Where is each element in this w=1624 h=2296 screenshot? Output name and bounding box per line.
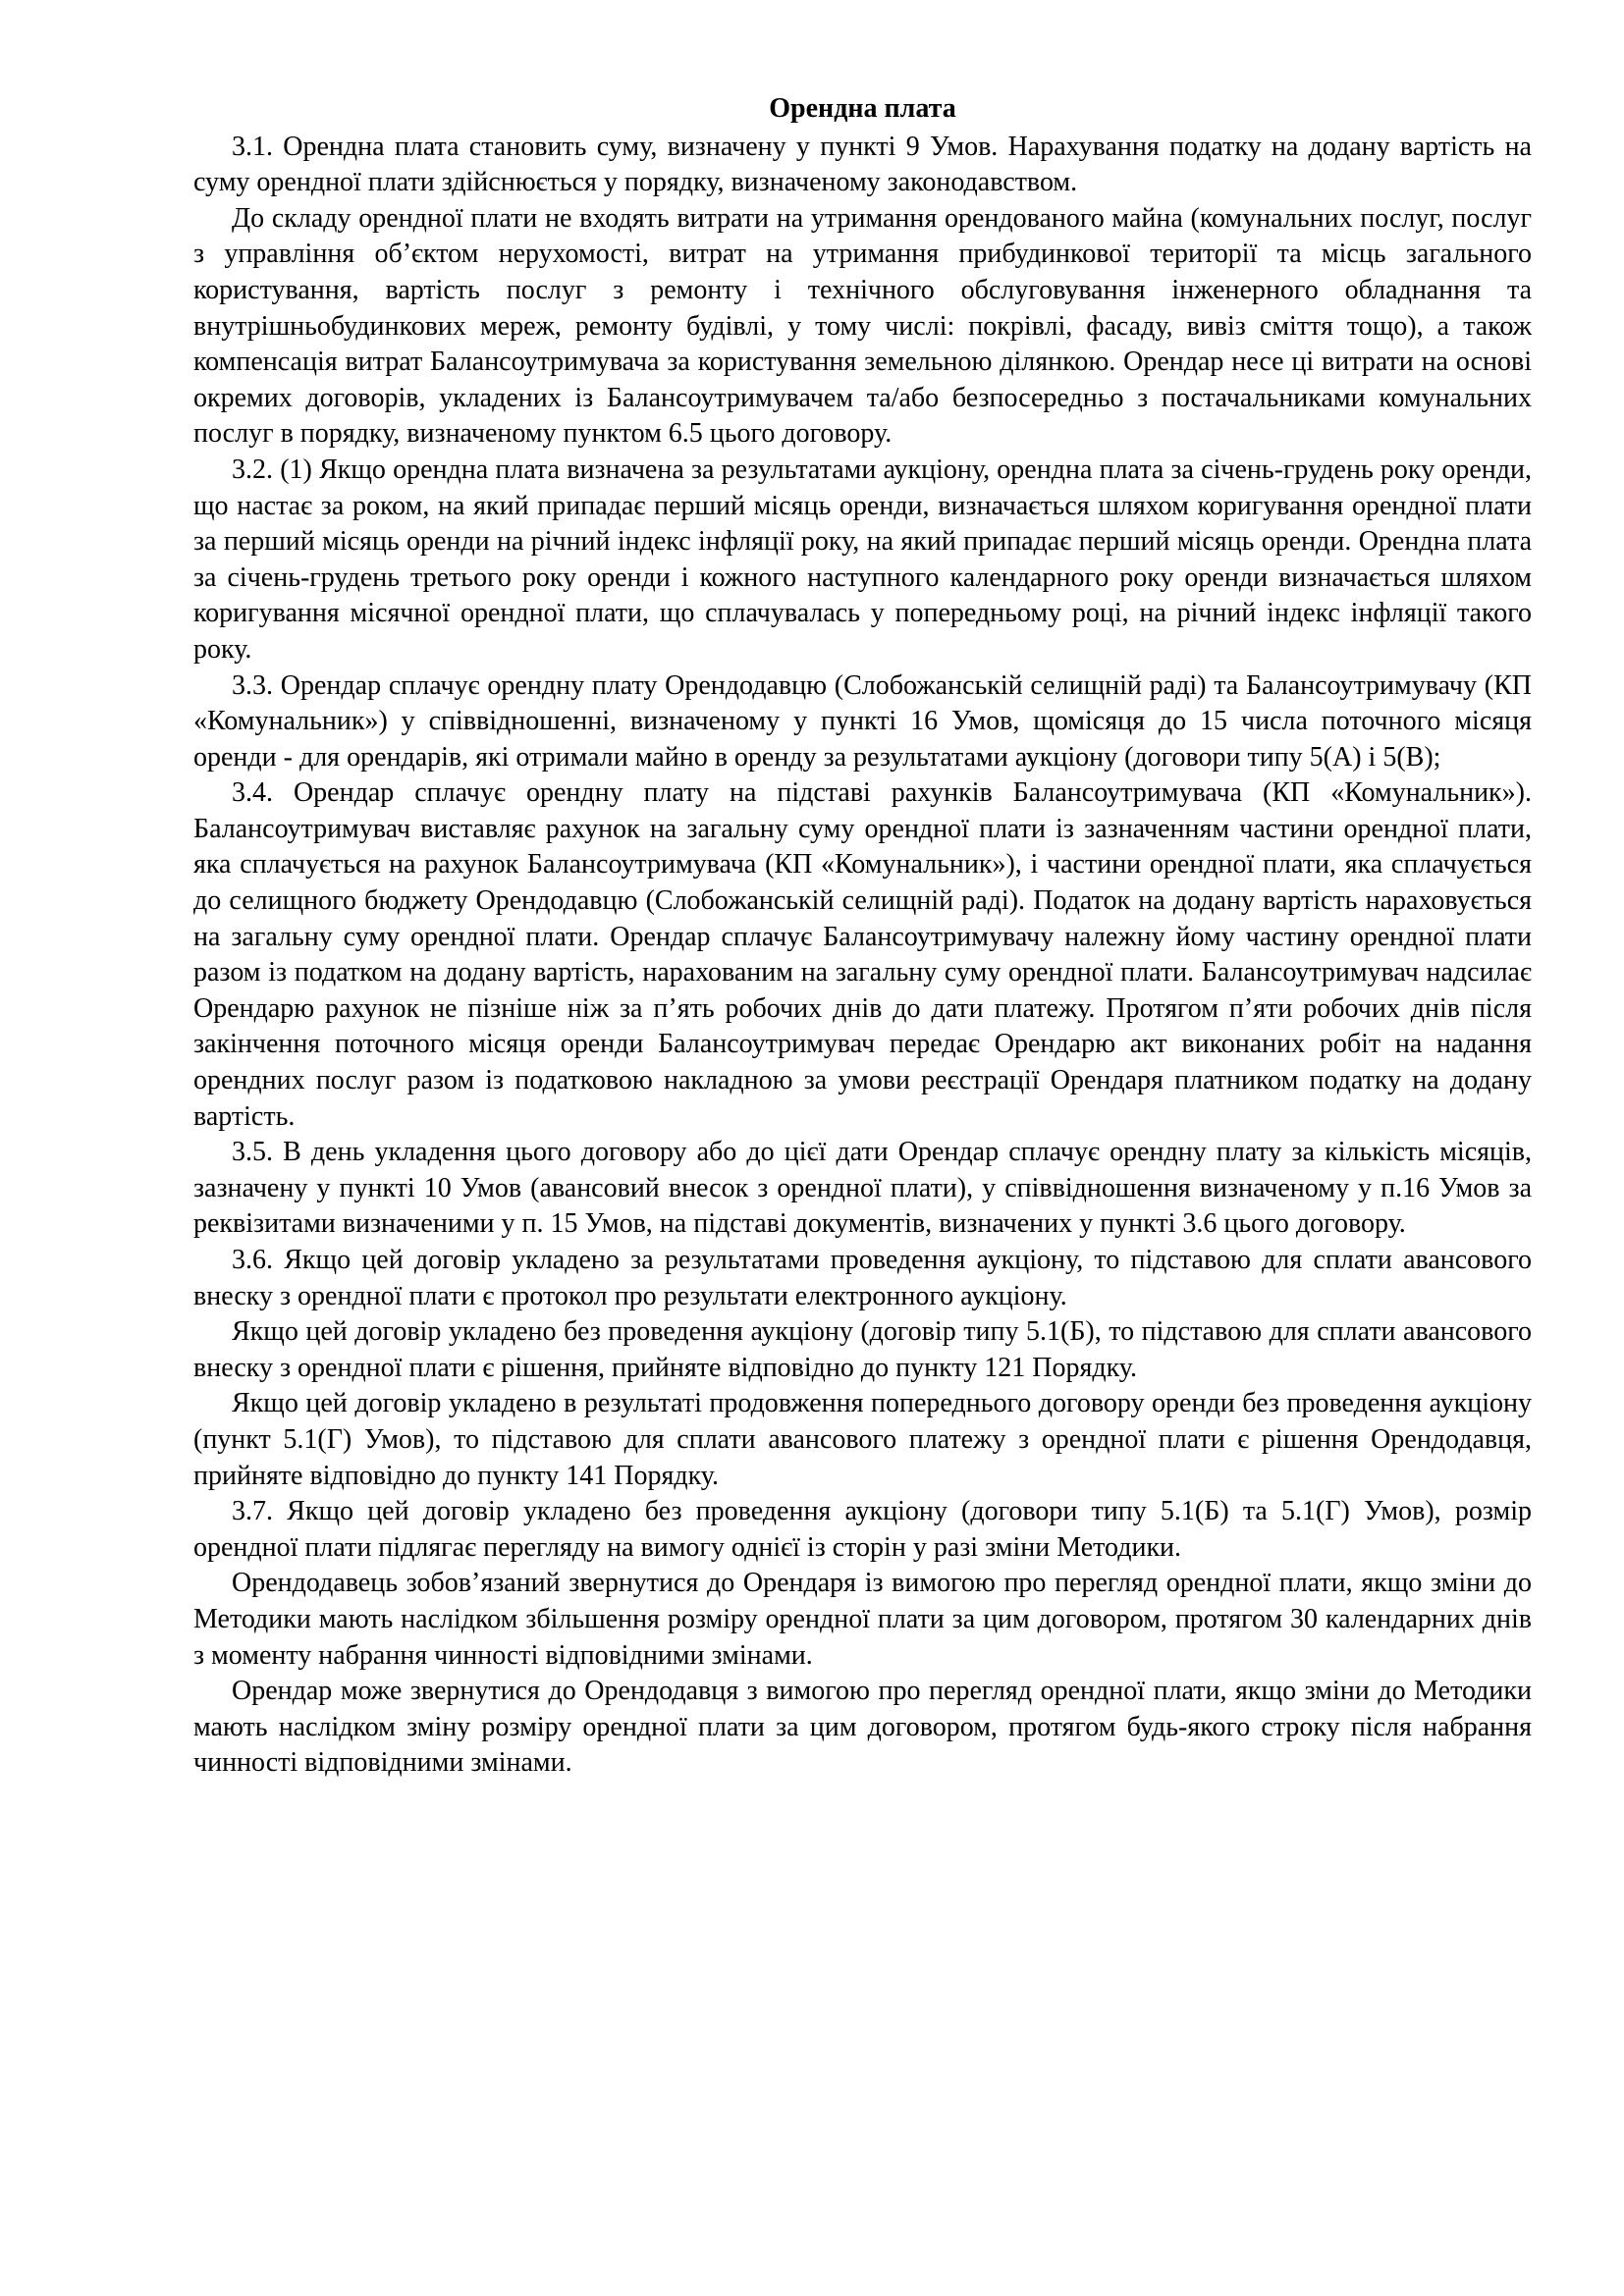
- section-title: Орендна плата: [769, 93, 956, 124]
- paragraph-3-4: 3.4. Орендар сплачує орендну плату на підставі рахунків Балансоутримувача (КП «Комунальник»). Балансоутримувач виставляє рахунок на загальну суму орендної плати із зазначенням частини орендної плати, яка сплачується на рахунок Балансоутримувача (КП «Комунальник»), і частини орендної плати, яка сплачується до селищного бюджету Орендодавцю (Слобожанській селищній раді). Податок на додану вартість нараховується на загальну суму орендної плати. Орендар сплачує Балансоутримувачу належну йому частину орендної плати разом із податком на додану вартість, нарахованим на загальну суму орендної плати. Балансоутримувач надсилає Орендарю рахунок не пізніше ніж за п’ять робочих днів до дати платежу. Протягом п’яти робочих днів після закінчення поточного місяця оренди Балансоутримувач передає Орендарю акт виконаних робіт на надання орендних послуг разом із податковою накладною за умови реєстрації Орендаря платником податку на додану вартість.: [193, 777, 1532, 1132]
- paragraph-3-7-landlord: Орендодавець зобов’язаний звернутися до Орендаря із вимогою про перегляд орендної плати, якщо зміни до Методики мають наслідком збільшення розміру орендної плати за цим договором, протягом 30 календарних днів з моменту набрання чинності відповідними змінами.: [193, 1568, 1532, 1671]
- paragraph-3-5: 3.5. В день укладення цього договору або до цієї дати Орендар сплачує орендну плату за кількість місяців, зазначену у пункті 10 Умов (авансовий внесок з орендної плати), у співвідношення визначеному у п.16 Умов за реквізитами визначеними у п. 15 Умов, на підставі документів, визначених у пункті 3.6 цього договору.: [193, 1137, 1532, 1240]
- paragraph-3-1-costs: До складу орендної плати не входять витрати на утримання орендованого майна (комунальних послуг, послуг з управління об’єктом нерухомості, витрат на утримання прибудинкової території та місць загального користування, вартість послуг з ремонту і технічного обслуговування інженерного обладнання та внутрішньобудинкових мереж, ремонту будівлі, у тому числі: покрівлі, фасаду, вивіз сміття тощо), а також компенсація витрат Балансоутримувача за користування земельною ділянкою. Орендар несе ці витрати на основі окремих договорів, укладених із Балансоутримувачем та/або безпосередньо з постачальниками комунальних послуг в порядку, визначеному пунктом 6.5 цього договору.: [193, 202, 1532, 450]
- paragraph-3-3: 3.3. Орендар сплачує орендну плату Орендодавцю (Слобожанській селищній раді) та Балансоутримувачу (КП «Комунальник») у співвідношенні, визначеному у пункті 16 Умов, щомісяця до 15 числа поточного місяця оренди - для орендарів, які отримали майно в оренду за результатами аукціону (договори типу 5(А) і 5(В);: [193, 669, 1532, 773]
- paragraph-3-2: 3.2. (1) Якщо орендна плата визначена за результатами аукціону, орендна плата за січень-грудень року оренди, що настає за роком, на який припадає перший місяць оренди, визначається шляхом коригування орендної плати за перший місяць оренди на річний індекс інфляції року, на який припадає перший місяць оренди. Орендна плата за січень-грудень третього року оренди і кожного наступного календарного року оренди визначається шляхом коригування місячної орендної плати, що сплачувалась у попередньому році, на річний індекс інфляції такого року.: [193, 454, 1532, 665]
- paragraph-3-1: 3.1. Орендна плата становить суму, визначену у пункті 9 Умов. Нарахування податку на додану вартість на суму орендної плати здійснюється у порядку, визначеному законодавством.: [193, 131, 1532, 198]
- paragraph-3-6: 3.6. Якщо цей договір укладено за результатами проведення аукціону, то підставою для сплати авансового внеску з орендної плати є протокол про результати електронного аукціону.: [193, 1245, 1532, 1311]
- paragraph-3-7-tenant: Орендар може звернутися до Орендодавця з вимогою про перегляд орендної плати, якщо зміни до Методики мають наслідком зміну розміру орендної плати за цим договором, протягом будь-якого строку після набрання чинності відповідними змінами.: [193, 1676, 1532, 1779]
- paragraph-3-7: 3.7. Якщо цей договір укладено без проведення аукціону (договори типу 5.1(Б) та 5.1(Г) Умов), розмір орендної плати підлягає перегляду на вимогу однієї із сторін у разі зміни Методики.: [193, 1496, 1532, 1563]
- paragraph-3-6-extension: Якщо цей договір укладено в результаті продовження попереднього договору оренди без проведення аукціону (пункт 5.1(Г) Умов), то підставою для сплати авансового платежу з орендної плати є рішення Орендодавця, прийняте відповідно до пункту 141 Порядку.: [193, 1388, 1532, 1491]
- paragraph-3-6-no-auction: Якщо цей договір укладено без проведення аукціону (договір типу 5.1(Б), то підставою для сплати авансового внеску з орендної плати є рішення, прийняте відповідно до пункту 121 Порядку.: [193, 1316, 1532, 1383]
- document-page: [193, 91, 1532, 1782]
